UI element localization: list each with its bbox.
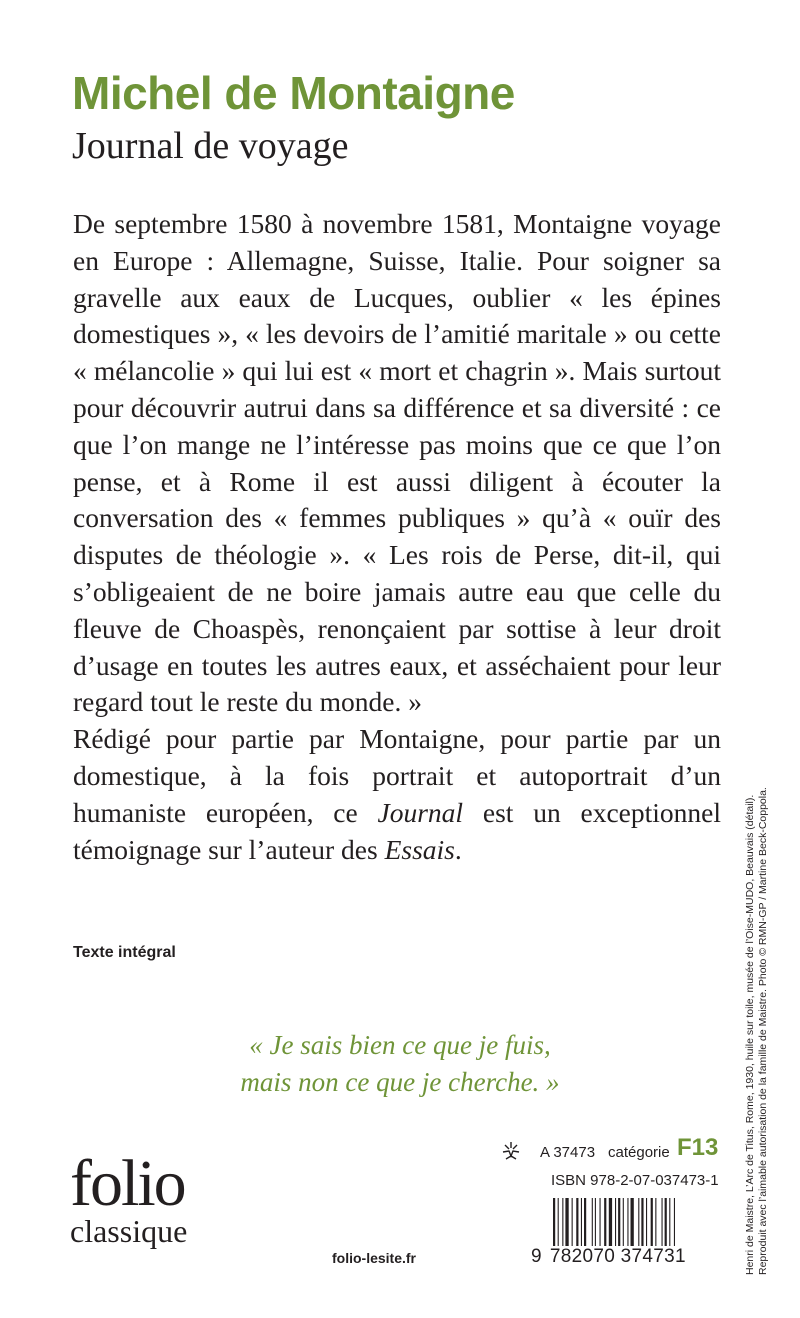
barcode-bar [674, 1198, 675, 1246]
back-cover-blurb [73, 206, 721, 868]
barcode-bar [553, 1198, 555, 1246]
barcode-bar [565, 1198, 568, 1246]
barcode-bar [584, 1198, 586, 1246]
category-code: F13 [677, 1134, 719, 1161]
barcode-bar [592, 1198, 593, 1246]
barcode-bar [669, 1198, 670, 1246]
blurb-italic-journal: Journal [377, 796, 464, 828]
barcode-bar [623, 1198, 624, 1246]
barcode-digits: 782070 374731 [549, 1246, 686, 1267]
reference-number: A 37473 [540, 1144, 596, 1161]
logo-folio: folio [70, 1147, 185, 1220]
epigraph-line-1: « Je sais bien ce que je fuis, [249, 1030, 551, 1060]
epigraph-quote [180, 1027, 620, 1101]
barcode-bar [662, 1198, 663, 1246]
barcode-bar [615, 1198, 616, 1246]
barcode-bar [641, 1198, 643, 1246]
website: folio-lesite.fr [332, 1250, 417, 1266]
book-title: Journal de voyage [72, 125, 349, 167]
author-name: Michel de Montaigne [72, 67, 515, 119]
barcode-first-digit: 9 [531, 1246, 542, 1267]
barcode-bar [609, 1198, 612, 1246]
blurb-paragraph-2 [73, 721, 721, 868]
barcode-bar [665, 1198, 667, 1246]
folio-classique-logo [70, 1147, 188, 1249]
barcode-bar [562, 1198, 563, 1246]
barcode-bar [638, 1198, 639, 1246]
barcode-number [531, 1246, 686, 1268]
isbn: ISBN 978-2-07-037473-1 [551, 1172, 719, 1189]
barcode-bar [581, 1198, 582, 1246]
barcode-bar [631, 1198, 634, 1246]
credits-line-2: Reproduit avec l’aimable autorisation de la famille de Maistre. Photo © RMN-GP / Martine Beck-Coppola. [757, 787, 769, 1275]
barcode-bar [651, 1198, 653, 1246]
integral-text-label: Texte intégral [73, 944, 176, 961]
barcode-bar [604, 1198, 606, 1246]
blurb-italic-essais: Essais [384, 833, 455, 865]
blurb-text: . [454, 833, 462, 865]
star-icon [500, 1140, 522, 1162]
barcode-bar [600, 1198, 601, 1246]
barcode-bar [595, 1198, 596, 1246]
barcode-bar [646, 1198, 647, 1246]
barcode-bar [627, 1198, 628, 1246]
blurb-paragraph-1: De septembre 1580 à novembre 1581, Montaigne voyage en Europe : Allemagne, Suisse, Italie. Pour soigner sa gravelle aux eaux de Lucques, oublier « les épines domestiques », « les devoirs de l’amitié maritale » ou cette « mélancolie » qui lui est « mort et chagrin ». Mais surtout pour découvrir autrui dans sa différence et sa diversité : ce que l’on mange ne l’intéresse pas moins que ce que l’on pense, et à Rome il est aussi diligent à écouter la conversation des « femmes publiques » qu’à « ouïr des disputes de théologie ». « Les rois de Perse, dit-il, qui s’obligeaient de ne boire jamais autre eau que celle du fleuve de Choaspès, renonçaient par sottise à leur droit d’usage en toutes les autres eaux, et asséchaient pour leur regard tout le reste du monde. » [73, 208, 721, 718]
epigraph-line-2: mais non ce que je cherche. » [240, 1067, 560, 1097]
blurb-text: Rédigé pour partie par Montaigne, pour partie par un domestique, à la fois portrait et autoportrait d’un humaniste européen, ce [73, 723, 721, 828]
barcode-bar [572, 1198, 573, 1246]
barcode-bar [558, 1198, 559, 1246]
barcode-bar [576, 1198, 578, 1246]
logo-classique: classique [70, 1213, 188, 1249]
barcode-bar [618, 1198, 620, 1246]
credits-line-1: Henri de Maistre, L’Arc de Titus, Rome, 1930, huile sur toile, musée de l’Oise-MUDO, Beauvais (détail). [744, 794, 756, 1275]
blurb-text: est un exceptionnel témoignage sur l’auteur des [73, 796, 721, 865]
barcode-bar [655, 1198, 656, 1246]
image-credits [744, 787, 770, 1275]
category-label: catégorie [608, 1144, 670, 1161]
